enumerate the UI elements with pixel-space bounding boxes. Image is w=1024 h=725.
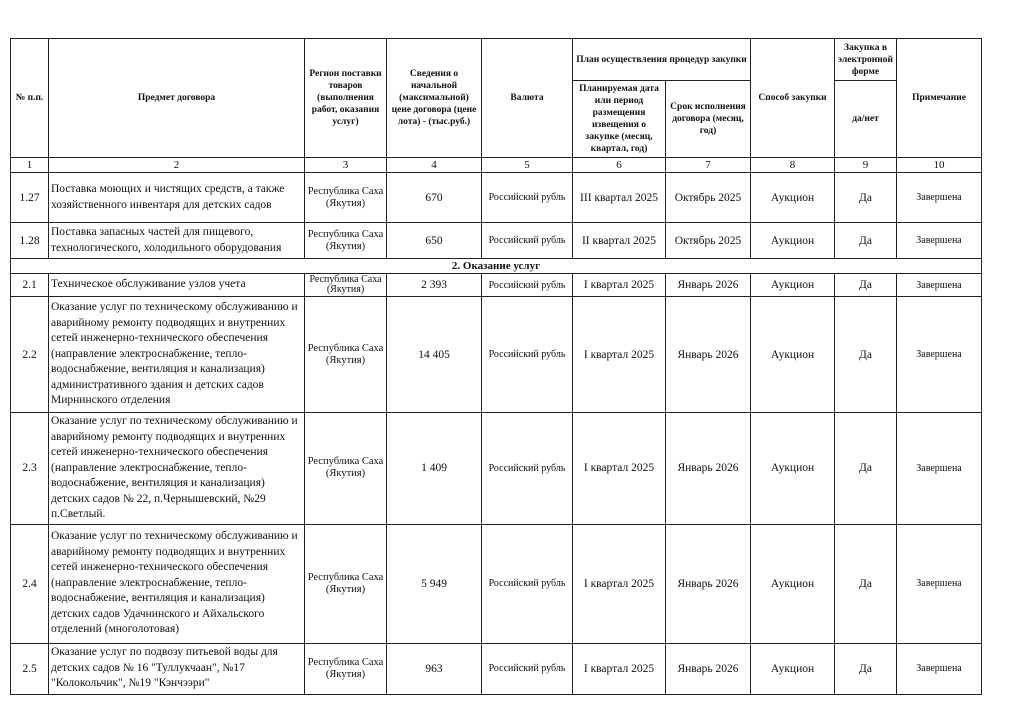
planned-date: III квартал 2025 [573,173,666,223]
note-status: Завершена [897,413,982,525]
table-row [11,297,982,413]
electronic-form: Да [835,223,897,259]
column-index: 1 [11,158,49,173]
electronic-form: Да [835,274,897,297]
contract-subject: Оказание услуг по подвозу питьевой воды для детских садов № 16 "Туллукчаан", №17 "Колокольчик", №19 "Кэнчээри" [49,643,305,694]
contract-price: 1 409 [387,413,482,525]
note-status: Завершена [897,297,982,413]
column-index: 10 [897,158,982,173]
row-number: 2.2 [11,297,49,413]
contract-subject: Техническое обслуживание узлов учета [49,274,305,297]
header-subject: Предмет договора [49,39,305,158]
electronic-form: Да [835,173,897,223]
contract-price: 14 405 [387,297,482,413]
column-index: 4 [387,158,482,173]
currency: Российский рубль [482,643,573,694]
row-number: 2.4 [11,524,49,643]
header-method: Способ закупки [751,39,835,158]
currency: Российский рубль [482,274,573,297]
procurement-method: Аукцион [751,524,835,643]
delivery-region: Республика Саха (Якутия) [305,223,387,259]
column-index: 2 [49,158,305,173]
column-index: 6 [573,158,666,173]
currency: Российский рубль [482,524,573,643]
currency: Российский рубль [482,173,573,223]
currency: Российский рубль [482,413,573,525]
table-row [11,643,982,694]
row-number: 1.27 [11,173,49,223]
delivery-region: Республика Саха (Якутия) [305,274,387,297]
procurement-method: Аукцион [751,274,835,297]
table-row [11,524,982,643]
electronic-form: Да [835,297,897,413]
contract-price: 670 [387,173,482,223]
planned-date: II квартал 2025 [573,223,666,259]
row-number: 2.3 [11,413,49,525]
table-row [11,274,982,297]
currency: Российский рубль [482,297,573,413]
row-number: 1.28 [11,223,49,259]
planned-date: I квартал 2025 [573,643,666,694]
execution-term: Январь 2026 [666,643,751,694]
row-number: 2.1 [11,274,49,297]
contract-price: 963 [387,643,482,694]
note-status: Завершена [897,524,982,643]
execution-term: Октябрь 2025 [666,223,751,259]
header-price: Сведения о начальной (максимальной) цене договора (цене лота) - (тыс.руб.) [387,39,482,158]
column-index: 3 [305,158,387,173]
contract-subject: Поставка моющих и чистящих средств, а также хозяйственного инвентаря для детских садов [49,173,305,223]
currency: Российский рубль [482,223,573,259]
section-header-row [11,259,982,274]
planned-date: I квартал 2025 [573,274,666,297]
note-status: Завершена [897,274,982,297]
header-term: Срок исполнения договора (месяц, год) [666,81,751,158]
header-plan-date: Планируемая дата или период размещения извещения о закупке (месяц, квартал, год) [573,81,666,158]
execution-term: Январь 2026 [666,524,751,643]
electronic-form: Да [835,524,897,643]
delivery-region: Республика Саха (Якутия) [305,643,387,694]
column-index: 7 [666,158,751,173]
delivery-region: Республика Саха (Якутия) [305,413,387,525]
contract-subject: Оказание услуг по техническому обслуживанию и аварийному ремонту подводящих и внутренних сетей инженерно-технического обеспечения (направление электроснабжение, тепло-водоснабжение, вентиляция и канализация) административного здания и детских садов Мирнинского отделения [49,297,305,413]
procurement-method: Аукцион [751,643,835,694]
header-region: Регион поставки товаров (выполнения работ, оказания услуг) [305,39,387,158]
table-row [11,223,982,259]
header-num: № п.п. [11,39,49,158]
header-plan-group: План осуществления процедур закупки [573,39,751,81]
contract-price: 5 949 [387,524,482,643]
execution-term: Январь 2026 [666,413,751,525]
table-row [11,413,982,525]
column-index: 8 [751,158,835,173]
note-status: Завершена [897,173,982,223]
row-number: 2.5 [11,643,49,694]
column-index: 9 [835,158,897,173]
table-header [11,39,982,173]
table-row [11,173,982,223]
planned-date: I квартал 2025 [573,524,666,643]
contract-price: 650 [387,223,482,259]
contract-subject: Поставка запасных частей для пищевого, технологического, холодильного оборудования [49,223,305,259]
column-index: 5 [482,158,573,173]
execution-term: Январь 2026 [666,274,751,297]
contract-subject: Оказание услуг по техническому обслуживанию и аварийному ремонту подводящих и внутренних сетей инженерно-технического обеспечения (направление электроснабжение, тепло-водоснабжение, вентиляция и канализация) детских садов № 22, п.Чернышевский, №29 п.Светлый. [49,413,305,525]
electronic-form: Да [835,643,897,694]
header-note: Примечание [897,39,982,158]
electronic-form: Да [835,413,897,525]
execution-term: Октябрь 2025 [666,173,751,223]
note-status: Завершена [897,223,982,259]
procurement-method: Аукцион [751,223,835,259]
header-currency: Валюта [482,39,573,158]
note-status: Завершена [897,643,982,694]
delivery-region: Республика Саха (Якутия) [305,173,387,223]
column-index-row [11,158,982,173]
planned-date: I квартал 2025 [573,297,666,413]
contract-subject: Оказание услуг по техническому обслуживанию и аварийному ремонту подводящих и внутренних сетей инженерно-технического обеспечения (направление электроснабжение, тепло-водоснабжение, вентиляция и канализация) детских садов Удачнинского и Айхальского отделений (многолотовая) [49,524,305,643]
contract-price: 2 393 [387,274,482,297]
header-eform-yesno: да/нет [835,81,897,158]
delivery-region: Республика Саха (Якутия) [305,524,387,643]
procurement-plan-table [10,38,982,695]
delivery-region: Республика Саха (Якутия) [305,297,387,413]
procurement-method: Аукцион [751,297,835,413]
section-title: 2. Оказание услуг [11,259,982,274]
procurement-method: Аукцион [751,173,835,223]
procurement-method: Аукцион [751,413,835,525]
execution-term: Январь 2026 [666,297,751,413]
planned-date: I квартал 2025 [573,413,666,525]
header-eform-group: Закупка в электронной форме [835,39,897,81]
